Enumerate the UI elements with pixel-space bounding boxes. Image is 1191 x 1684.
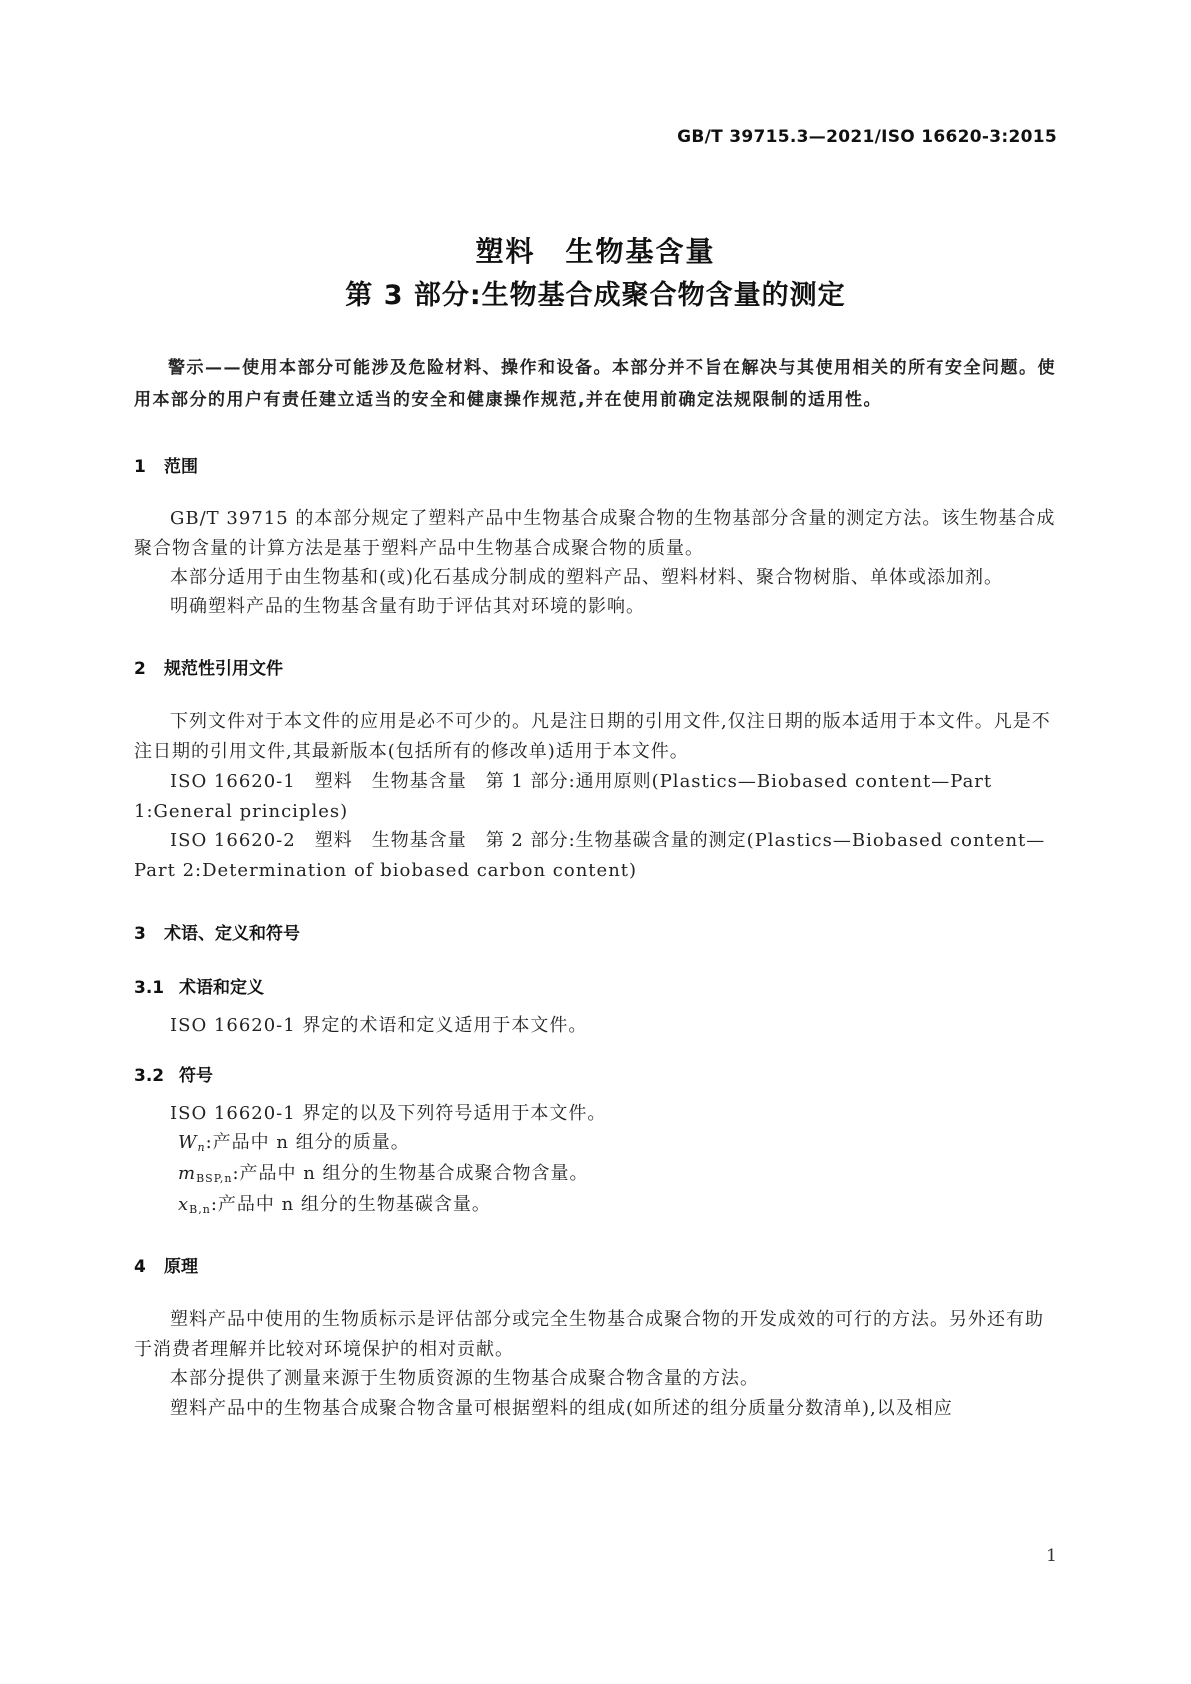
symbol-item (178, 1190, 1102, 1225)
principle-paragraph-3: 塑料产品中的生物基合成聚合物含量可根据塑料的组成(如所述的组分质量分数清单),以及相应 (170, 1398, 953, 1419)
section-2-heading (134, 654, 283, 679)
section-3-heading (134, 919, 300, 944)
warning-paragraph: 警示——使用本部分可能涉及危险材料、操作和设备。本部分并不旨在解决与其使用相关的所有安全问题。使用本部分的用户有责任建立适当的安全和健康操作规范,并在使用前确定法规限制的适用性。 (134, 358, 1056, 410)
document-title: 塑料 生物基含量 (475, 235, 716, 268)
section-1-heading (134, 452, 198, 477)
section-title: 规范性引用文件 (164, 659, 283, 679)
section-title: 术语和定义 (179, 978, 264, 998)
section-title: 术语、定义和符号 (164, 924, 300, 944)
section-number: 3.2 (134, 1066, 165, 1086)
standard-code: GB/T 39715.3—2021/ISO 16620-3:2015 (677, 127, 1057, 147)
page-number: 1 (1046, 1546, 1057, 1566)
symbol-item (178, 1128, 1102, 1163)
reference-item-1: ISO 16620-1 塑料 生物基含量 第 1 部分:通用原则(Plastics—Biobased content—Part 1:General principles) (134, 771, 993, 822)
scope-paragraph-1: GB/T 39715 的本部分规定了塑料产品中生物基合成聚合物的生物基部分含量的测定方法。该生物基合成聚合物含量的计算方法是基于塑料产品中生物基合成聚合物的质量。 (134, 508, 1056, 559)
symbol-subscript: BSP,n (196, 1172, 233, 1185)
symbol-letter: m (178, 1163, 197, 1184)
symbol-letter: W (178, 1132, 198, 1153)
section-number: 2 (134, 659, 146, 679)
section-number: 3.1 (134, 978, 165, 998)
section-4-heading (134, 1252, 198, 1277)
section-title: 范围 (164, 457, 198, 477)
section-number: 1 (134, 457, 146, 477)
document-subtitle: 第 3 部分:生物基合成聚合物含量的测定 (345, 280, 846, 311)
section-title: 原理 (164, 1257, 198, 1277)
symbol-subscript: B,n (189, 1203, 211, 1216)
scope-paragraph-3: 明确塑料产品的生物基含量有助于评估其对环境的影响。 (170, 596, 645, 617)
terms-paragraph: ISO 16620-1 界定的术语和定义适用于本文件。 (170, 1015, 588, 1036)
symbol-item (178, 1159, 1102, 1194)
section-number: 4 (134, 1257, 146, 1277)
section-title: 符号 (179, 1066, 213, 1086)
symbol-description: :产品中 n 组分的质量。 (205, 1132, 410, 1153)
symbols-intro: ISO 16620-1 界定的以及下列符号适用于本文件。 (170, 1103, 607, 1124)
symbol-subscript: n (197, 1141, 206, 1154)
principle-paragraph-2: 本部分提供了测量来源于生物质资源的生物基合成聚合物含量的方法。 (170, 1368, 759, 1389)
scope-paragraph-2: 本部分适用于由生物基和(或)化石基成分制成的塑料产品、塑料材料、聚合物树脂、单体或添加剂。 (170, 567, 1004, 588)
section-3-2-heading (134, 1061, 213, 1086)
symbol-description: :产品中 n 组分的生物基碳含量。 (210, 1194, 491, 1215)
reference-item-2: ISO 16620-2 塑料 生物基含量 第 2 部分:生物基碳含量的测定(Plastics—Biobased content—Part 2:Determination of biobased carbon content) (134, 830, 1046, 881)
section-3-1-heading (134, 973, 264, 998)
section-number: 3 (134, 924, 146, 944)
symbol-description: :产品中 n 组分的生物基合成聚合物含量。 (232, 1163, 589, 1184)
symbol-letter: x (178, 1194, 190, 1215)
references-intro: 下列文件对于本文件的应用是必不可少的。凡是注日期的引用文件,仅注日期的版本适用于本文件。凡是不注日期的引用文件,其最新版本(包括所有的修改单)适用于本文件。 (134, 711, 1051, 762)
principle-paragraph-1: 塑料产品中使用的生物质标示是评估部分或完全生物基合成聚合物的开发成效的可行的方法。另外还有助于消费者理解并比较对环境保护的相对贡献。 (134, 1309, 1044, 1360)
